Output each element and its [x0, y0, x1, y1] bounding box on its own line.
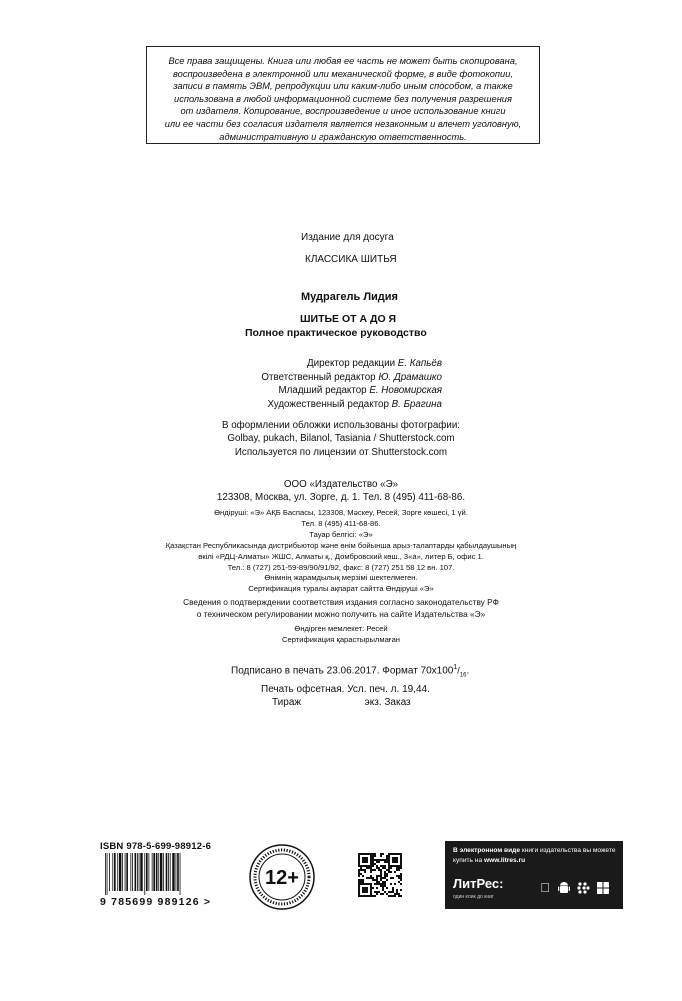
- litres-line-2-pre: купить на: [453, 857, 484, 864]
- crew-person: Ю. Драмашко: [378, 371, 442, 383]
- age-rating-badge: [248, 843, 316, 911]
- format-fraction-num: 1: [453, 664, 458, 671]
- tirazh-label: Тираж: [272, 697, 302, 709]
- litres-line-2: [453, 857, 525, 864]
- qr-code: [350, 843, 410, 905]
- book-subtitle: Полное практическое руководство: [245, 327, 427, 339]
- barcode-digit-end: >: [203, 896, 212, 908]
- compliance-info: [140, 597, 542, 620]
- crew-role: Директор редакции: [306, 358, 398, 369]
- cover-credits: [200, 419, 482, 459]
- kz-line: Өндіруші: «Э» АҚБ Баспасы, 123308, Мәскеу, Ресей, Зорге көшесі, 1 үй.: [214, 508, 468, 517]
- format-fraction-den: 16: [459, 672, 467, 679]
- print-line-1: Подписано в печать 23.06.2017. Формат $70х100^1/_{16}$.: [231, 664, 470, 679]
- kz-line: өкілі «РДЦ-Алматы» ЖШС, Алматы қ., Домбровский көш., 3«а», литер Б, офис 1.: [198, 551, 484, 561]
- credits-line: В оформлении обложки использованы фотографии:: [221, 420, 461, 431]
- kz-line: Қазақстан Республикасында дистрибьютор және өнім бойынша арыз-талаптарды қабылдаушының: [165, 540, 517, 550]
- barcode-digit-group-1: 785699: [111, 896, 154, 908]
- origin-info: [200, 624, 482, 646]
- print-line-3: [231, 696, 491, 710]
- crew-person: В. Брагина: [391, 398, 442, 410]
- crew-role: Художественный редактор: [267, 398, 392, 410]
- blackberry-icon: [575, 880, 591, 896]
- kazakh-info: [140, 508, 542, 595]
- isbn-number: ISBN 978-5-699-98912-6: [100, 841, 212, 852]
- crew-person: Е. Новомирская: [369, 385, 442, 397]
- publisher-line: 123308, Москва, ул. Зорге, д. 1. Тел. 8 (495) 411-68-86.: [216, 492, 466, 504]
- kz-line: Тел. 8 (495) 411-68-86.: [301, 518, 381, 528]
- series-name: КЛАССИКА ШИТЬЯ: [305, 254, 397, 265]
- crew-role: Младший редактор: [278, 385, 370, 397]
- barcode-digit-group-2: 989126: [157, 896, 200, 908]
- windows-icon: [595, 880, 611, 896]
- litres-line-1-rest: книги издательства вы можете: [520, 847, 616, 854]
- notice-line: от издателя. Копирование, воспроизведение и иное использование книги: [180, 106, 506, 117]
- kz-line: Сертификация туралы ақпарат сайтта Өндіруші «Э»: [248, 584, 434, 594]
- notice-line: использована в любой информационной системе без получения разрешения: [174, 93, 512, 104]
- litres-tagline: один клик до книг: [453, 894, 494, 900]
- barcode-image: [103, 853, 206, 895]
- notice-line: административную и гражданскую ответственность.: [219, 131, 467, 142]
- compliance-line: Сведения о подтверждении соответствия издания согласно законодательству РФ: [183, 597, 499, 607]
- print-line-2: Печать офсетная. Усл. печ. л. 19,44.: [261, 683, 430, 695]
- barcode-digit-lead: 9: [100, 896, 108, 908]
- compliance-line: о техническом регулировании можно получить на сайте Издательства «Э»: [196, 608, 486, 619]
- author-name: Мудрагель Лидия: [301, 291, 398, 303]
- age-rating-label: 12+: [265, 867, 299, 889]
- litres-site-link[interactable]: www.litres.ru: [483, 857, 526, 864]
- editorial-crew: [242, 357, 442, 411]
- litres-logo: ЛитРес:: [453, 876, 504, 891]
- origin-line: Сертификация қарастырылмаған: [282, 634, 400, 644]
- book-title: ШИТЬЕ ОТ А ДО Я: [300, 313, 397, 325]
- litres-line-1-bold: В электронном виде: [453, 847, 520, 854]
- crew-role: Ответственный редактор: [261, 371, 379, 383]
- copyright-notice: [146, 46, 540, 144]
- android-icon: [556, 880, 572, 896]
- litres-line-1: [453, 847, 616, 854]
- publisher-line: ООО «Издательство «Э»: [283, 479, 399, 490]
- notice-line: или ее части без согласия издателя является незаконным и влечет уголовную,: [164, 118, 522, 129]
- crew-entry: [242, 398, 442, 412]
- crew-entry: [242, 384, 442, 398]
- credits-line: Golbay, pukach, Bilanol, Tasiania / Shutterstock.com: [227, 433, 455, 445]
- zakaz-label: экз. Заказ: [364, 697, 411, 709]
- litres-banner: [445, 841, 623, 909]
- notice-line: записи в память ЭВМ, репродукции или каким-либо иным способом, а также: [173, 81, 513, 92]
- crew-person: Е. Капьёв: [397, 358, 442, 369]
- apple-icon: [537, 880, 553, 896]
- kz-line: Тауар белгісі: «Э»: [309, 529, 373, 539]
- notice-line: Все права защищены. Книга или любая ее часть не может быть скопирована,: [168, 56, 518, 66]
- origin-line: Өндірген мемлекет: Ресей: [294, 624, 388, 633]
- kz-line: Тел.: 8 (727) 251-59-89/90/91/92, факс: 8 (727) 251 58 12 вн. 107.: [227, 562, 455, 572]
- credits-line: Используется по лицензии от Shutterstock.com: [234, 446, 448, 458]
- publisher-info: [180, 478, 502, 505]
- barcode-digits: [100, 896, 211, 908]
- crew-entry: [242, 357, 442, 371]
- notice-line: воспроизведена в электронной или механической форме, в виде фотокопии,: [173, 68, 513, 79]
- kz-line: Өнімнің жарамдылық мерзімі шектелмеген.: [264, 573, 418, 583]
- print-format-text: Подписано в печать 23.06.2017. Формат 70х100: [231, 665, 454, 677]
- crew-entry: [242, 371, 442, 385]
- print-info: [231, 661, 491, 710]
- edition-type: Издание для досуга: [301, 232, 394, 243]
